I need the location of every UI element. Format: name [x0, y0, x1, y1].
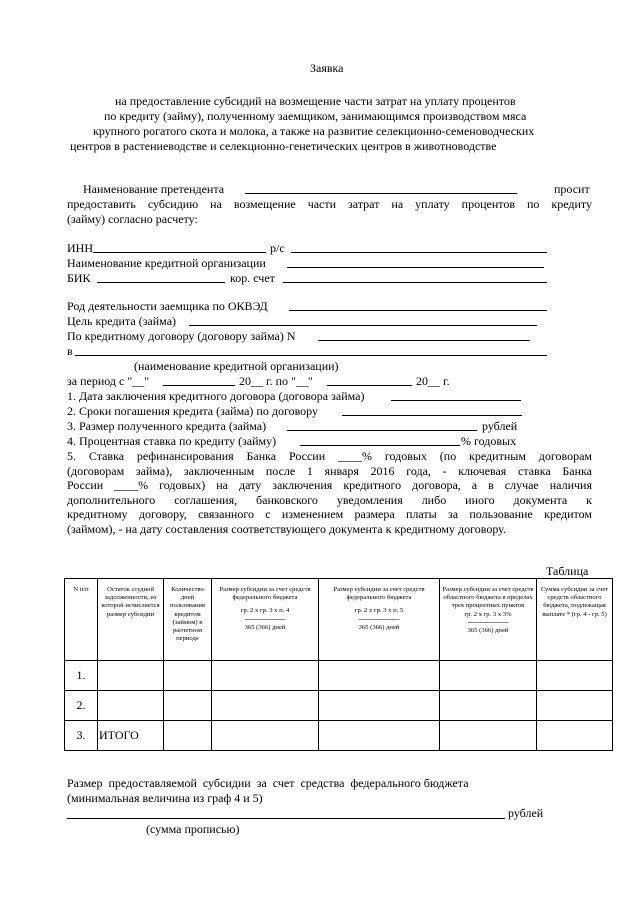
applicant-request-word: просит [554, 182, 590, 196]
loan-contract-field[interactable] [318, 340, 530, 341]
interest-rate-label: 4. Процентная ставка по кредиту (займу) [67, 434, 277, 448]
table-cell[interactable] [212, 661, 319, 691]
contract-date-field[interactable] [391, 400, 521, 401]
applicant-line-2: предоставить субсидию на возмещение части затрат на уплату процентов по кредиту [67, 197, 592, 211]
footer-line-1: Размер предоставляемой субсидии за счет средства федерального бюджета [67, 776, 469, 790]
subsidy-table [64, 578, 613, 751]
table-cell[interactable] [164, 691, 212, 721]
bik-label: БИК [67, 271, 91, 285]
refinancing-line-4: дополнительного соглашения, банковского уведомления либо иного документа к [67, 492, 592, 507]
table-cell[interactable] [537, 691, 613, 721]
table-cell[interactable] [440, 721, 537, 751]
row-number: 1. [65, 661, 98, 691]
row-label-total: ИТОГО [98, 721, 164, 751]
interest-rate-unit: % годовых [461, 434, 517, 448]
subsidy-amount-field[interactable] [67, 818, 505, 819]
period-to-field[interactable] [327, 385, 412, 386]
kor-account-field[interactable] [283, 282, 547, 283]
credit-org-label: Наименование кредитной организации [67, 256, 266, 270]
refinancing-line-6: (займом), - на дату составления соответствующего документа к кредитному договору. [67, 521, 506, 536]
inn-field[interactable] [93, 252, 266, 253]
credit-org-caption: (наименование кредитной организации) [134, 359, 339, 373]
okved-field[interactable] [289, 310, 547, 311]
in-credit-org-label: в [67, 344, 73, 358]
period-year-label: 20__ г. [416, 374, 450, 388]
table-cell[interactable] [319, 721, 440, 751]
row-label [98, 661, 164, 691]
subtitle-line-4: центров в растениеводстве и селекционно-генетических центров в животноводстве [70, 139, 497, 153]
applicant-line-3: (займу) согласно расчету: [67, 211, 198, 226]
row-label [98, 691, 164, 721]
table-caption: Таблица [546, 564, 589, 578]
loan-amount-label: 3. Размер полученного кредита (займа) [67, 419, 267, 433]
repayment-terms-label: 2. Сроки погашения кредита (займа) по договору [67, 404, 318, 418]
table-cell[interactable] [212, 721, 319, 751]
table-row [65, 691, 613, 721]
table-header-row [65, 579, 613, 661]
interest-rate-field[interactable] [300, 445, 460, 446]
inn-label: ИНН [67, 241, 93, 255]
applicant-paragraph [67, 197, 592, 226]
rs-label: р/с [270, 241, 285, 255]
repayment-terms-field[interactable] [342, 415, 522, 416]
bik-field[interactable] [97, 282, 225, 283]
refinancing-line-2: (договорам займа), заключенным после 1 января 2016 года, - ключевая ставка Банка [67, 463, 592, 478]
header-col-federal-4: Размер субсидии за счет средств федерального бюджета гр. 2 х гр. 3 х п. 4 ------------------------ 365 (366) дней [212, 579, 319, 661]
table-cell[interactable] [440, 691, 537, 721]
loan-amount-unit: рублей [482, 419, 518, 433]
refinancing-line-1: 5. Ставка рефинансирования Банка России ____% годовых (по кредитным договорам [67, 449, 592, 463]
applicant-name-field[interactable] [245, 193, 517, 194]
table-cell[interactable] [440, 661, 537, 691]
loan-contract-label: По кредитному договору (договору займа) N [67, 329, 296, 343]
rs-field[interactable] [291, 252, 547, 253]
header-col-number: N п/п [65, 579, 98, 661]
footer-line-2: (минимальная величина из граф 4 и 5) [67, 791, 263, 805]
header-col-payable: Сумма субсидии за счет средств областного бюджета, подлежащая выплате * (гр. 4 - гр. 5) [537, 579, 613, 661]
refinancing-line-5: кредитному договору, связанного с изменением размера платы за пользование кредитом [67, 507, 592, 521]
amount-in-words-caption: (сумма прописью) [146, 822, 240, 836]
period-from-field[interactable] [163, 385, 235, 386]
row-number: 3. [65, 721, 98, 751]
header-col-federal-5: Размер субсидии за счет средств федерального бюджета гр. 2 х гр. 3 х п. 5 ------------------------ 365 (366) дней [319, 579, 440, 661]
refinancing-paragraph [67, 449, 592, 536]
credit-org-field[interactable] [287, 267, 544, 268]
table-cell[interactable] [164, 661, 212, 691]
table-cell[interactable] [537, 721, 613, 751]
loan-amount-field[interactable] [287, 430, 477, 431]
contract-date-label: 1. Дата заключения кредитного договора (договора займа) [67, 389, 365, 403]
kor-account-label: кор. счет [230, 271, 275, 285]
subsidy-amount-unit: рублей [508, 806, 544, 820]
table-row [65, 661, 613, 691]
period-to-label: 20__ г. по "__" [239, 374, 313, 388]
in-credit-org-field[interactable] [75, 355, 547, 356]
header-col-debt: Остаток ссудной задолженности, из которой исчисляется размер субсидии [98, 579, 164, 661]
applicant-name-label: Наименование претендента [83, 182, 225, 196]
row-number: 2. [65, 691, 98, 721]
okved-label: Род деятельности заемщика по ОКВЭД [67, 299, 268, 313]
refinancing-line-3: России ____% годовых) на дату заключения кредитного договора, а в случае наличия [67, 478, 592, 492]
table-cell[interactable] [212, 691, 319, 721]
period-from-label: за период с "__" [67, 374, 150, 388]
subtitle-line-3: крупного рогатого скота и молока, а также на развитие селекционно-семеноводческих [93, 124, 535, 138]
table-cell[interactable] [537, 661, 613, 691]
loan-purpose-field[interactable] [189, 325, 537, 326]
table-row-total [65, 721, 613, 751]
table-cell[interactable] [319, 661, 440, 691]
form-title: Заявка [310, 61, 344, 75]
subtitle-line-1: на предоставление субсидий на возмещение части затрат на уплату процентов [115, 94, 516, 108]
loan-purpose-label: Цель кредита (займа) [67, 314, 177, 328]
header-col-regional: Размер субсидии за счет средств областного бюджета в пределах трех процентных пунктов гр. 2 х гр. 3 х 3% ------------------------ 365 (366) дней [440, 579, 537, 661]
subtitle-line-2: по кредиту (займу), полученному заемщиком, занимающимся производством мяса [104, 109, 527, 123]
table-cell[interactable] [319, 691, 440, 721]
table-cell[interactable] [164, 721, 212, 751]
header-col-days: Количество дней пользования кредитом (займом) в расчетном периоде [164, 579, 212, 661]
